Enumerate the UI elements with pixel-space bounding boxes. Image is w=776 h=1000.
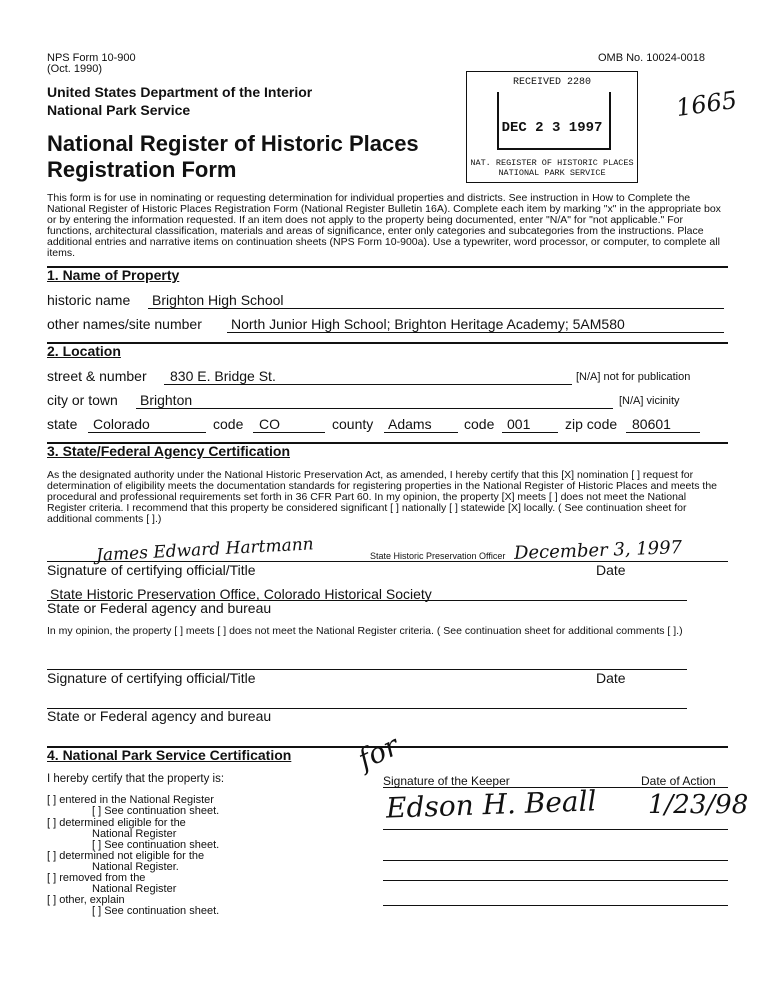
date-label-1: Date	[596, 562, 626, 578]
street-value[interactable]: 830 E. Bridge St.	[170, 368, 276, 384]
section-1-title: 1. Name of Property	[47, 267, 180, 283]
shpo-title: State Historic Preservation Officer	[370, 551, 506, 561]
section-2-heading	[47, 342, 728, 359]
county-label: county	[332, 416, 374, 432]
option-removed-register: National Register	[92, 883, 177, 895]
action-date-label: Date of Action	[641, 774, 716, 788]
historic-name-value[interactable]: Brighton High School	[152, 292, 284, 308]
received-stamp	[466, 71, 638, 183]
historic-name-label: historic name	[47, 292, 131, 308]
section-4-title: 4. National Park Service Certification	[47, 747, 292, 763]
form-date: (Oct. 1990)	[47, 63, 103, 75]
zip-label: zip code	[565, 416, 618, 432]
form-number: NPS Form 10-900	[47, 52, 136, 64]
option-eligible[interactable]: [ ] determined eligible for the	[47, 817, 186, 829]
zip-value[interactable]: 80601	[632, 416, 671, 432]
agency-value[interactable]: State Historic Preservation Office, Colorado Historical Society	[50, 586, 432, 602]
option-entered[interactable]: [ ] entered in the National Register	[47, 794, 214, 806]
other-names-value[interactable]: North Junior High School; Brighton Heritage Academy; 5AM580	[231, 316, 625, 332]
stamp-org-line2: NATIONAL PARK SERVICE	[498, 168, 606, 178]
keeper-signature: Edson H. Beall	[385, 784, 598, 825]
city-line	[136, 392, 613, 409]
keeper-line-4	[383, 880, 728, 881]
option-eligible-register: National Register	[92, 828, 177, 840]
stamp-received: RECEIVED 2280	[512, 77, 591, 88]
certification-paragraph: As the designated authority under the National Historic Preservation Act, as amended, I hereby certify that this [X] nomination [ ] request for determination of eligibility meets the documentation standards for registering properties in the National Register of Historic Places and meets the procedural and professional requirements set forth in 36 CFR Part 60. In my opinion, the property [X] meets [ ] does not meet the National Register criteria. I recommend that this property be considered significant [ ] nationally [ ] statewide [X] locally. ( See continuation sheet for additional comments [ ].)	[47, 469, 718, 525]
option-other[interactable]: [ ] other, explain	[47, 894, 125, 906]
instructions-paragraph: This form is for use in nominating or requesting determination for individual properties and districts. See instruction in How to Complete the National Register of Historic Places Registration Form (National Register Bulletin 16A). Complete each item by marking "x" in the appropriate box or by entering the information requested. If an item does not apply to the property being documented, enter "N/A" for "not applicable." For functions, architectural classification, materials and areas of significance, enter only categories and subcategories from the instructions. Place additional entries and narrative items on continuation sheets (NPS Form 10-900a). Use a typewriter, word processor, or computer, to complete all items.	[47, 192, 721, 259]
option-other-continuation[interactable]: [ ] See continuation sheet.	[92, 905, 220, 917]
keeper-initial: for	[352, 728, 404, 777]
stamp-org-line1: NAT. REGISTER OF HISTORIC PLACES	[470, 158, 634, 168]
omb-number: OMB No. 10024-0018	[598, 52, 706, 64]
keeper-label: Signature of the Keeper	[383, 774, 510, 788]
signature-label-1: Signature of certifying official/Title	[47, 562, 256, 578]
county-code-value[interactable]: 001	[507, 416, 531, 432]
option-not-eligible[interactable]: [ ] determined not eligible for the	[47, 850, 205, 862]
agency-label-1: State or Federal agency and bureau	[47, 600, 272, 616]
keeper-line-2	[383, 829, 728, 830]
opinion-paragraph: In my opinion, the property [ ] meets [ ] does not meet the National Register criteria. ( See continuation sheet for additional comments [ ].)	[47, 625, 683, 637]
section-3-heading	[47, 442, 728, 459]
section-2-title: 2. Location	[47, 343, 121, 359]
vicinity: [N/A] vicinity	[619, 395, 680, 407]
not-for-publication: [N/A] not for publication	[576, 371, 691, 383]
state-code-value[interactable]: CO	[259, 416, 280, 432]
page-subtitle: Registration Form	[47, 157, 237, 182]
signature-label-2: Signature of certifying official/Title	[47, 670, 256, 686]
action-date: 1/23/98	[648, 790, 749, 820]
street-label: street & number	[47, 368, 147, 384]
state-code-label: code	[213, 416, 244, 432]
state-value[interactable]: Colorado	[93, 416, 150, 432]
agency-name: National Park Service	[47, 102, 191, 118]
agency-label-2: State or Federal agency and bureau	[47, 708, 272, 724]
date-label-2: Date	[596, 670, 626, 686]
county-code-label: code	[464, 416, 495, 432]
shpo-sign-date: December 3, 1997	[513, 537, 683, 564]
state-label: state	[47, 416, 78, 432]
city-value[interactable]: Brighton	[140, 392, 193, 408]
city-label: city or town	[47, 392, 118, 408]
handwritten-reference-number: 1665	[674, 85, 739, 123]
shpo-signature: James Edward Hartmann	[95, 534, 315, 566]
county-value[interactable]: Adams	[388, 416, 432, 432]
department-name: United States Department of the Interior	[47, 84, 313, 100]
certify-text: I hereby certify that the property is:	[47, 773, 225, 785]
option-eligible-continuation[interactable]: [ ] See continuation sheet.	[92, 839, 220, 851]
section-1-heading	[47, 266, 728, 283]
option-entered-continuation[interactable]: [ ] See continuation sheet.	[92, 805, 220, 817]
page-title: National Register of Historic Places	[47, 131, 419, 156]
keeper-line-3	[383, 860, 728, 861]
keeper-line-5	[383, 905, 728, 906]
other-names-label: other names/site number	[47, 316, 202, 332]
section-3-title: 3. State/Federal Agency Certification	[47, 443, 290, 459]
option-removed[interactable]: [ ] removed from the	[47, 872, 146, 884]
option-not-eligible-register: National Register.	[92, 861, 179, 873]
stamp-date: DEC 2 3 1997	[501, 120, 603, 136]
